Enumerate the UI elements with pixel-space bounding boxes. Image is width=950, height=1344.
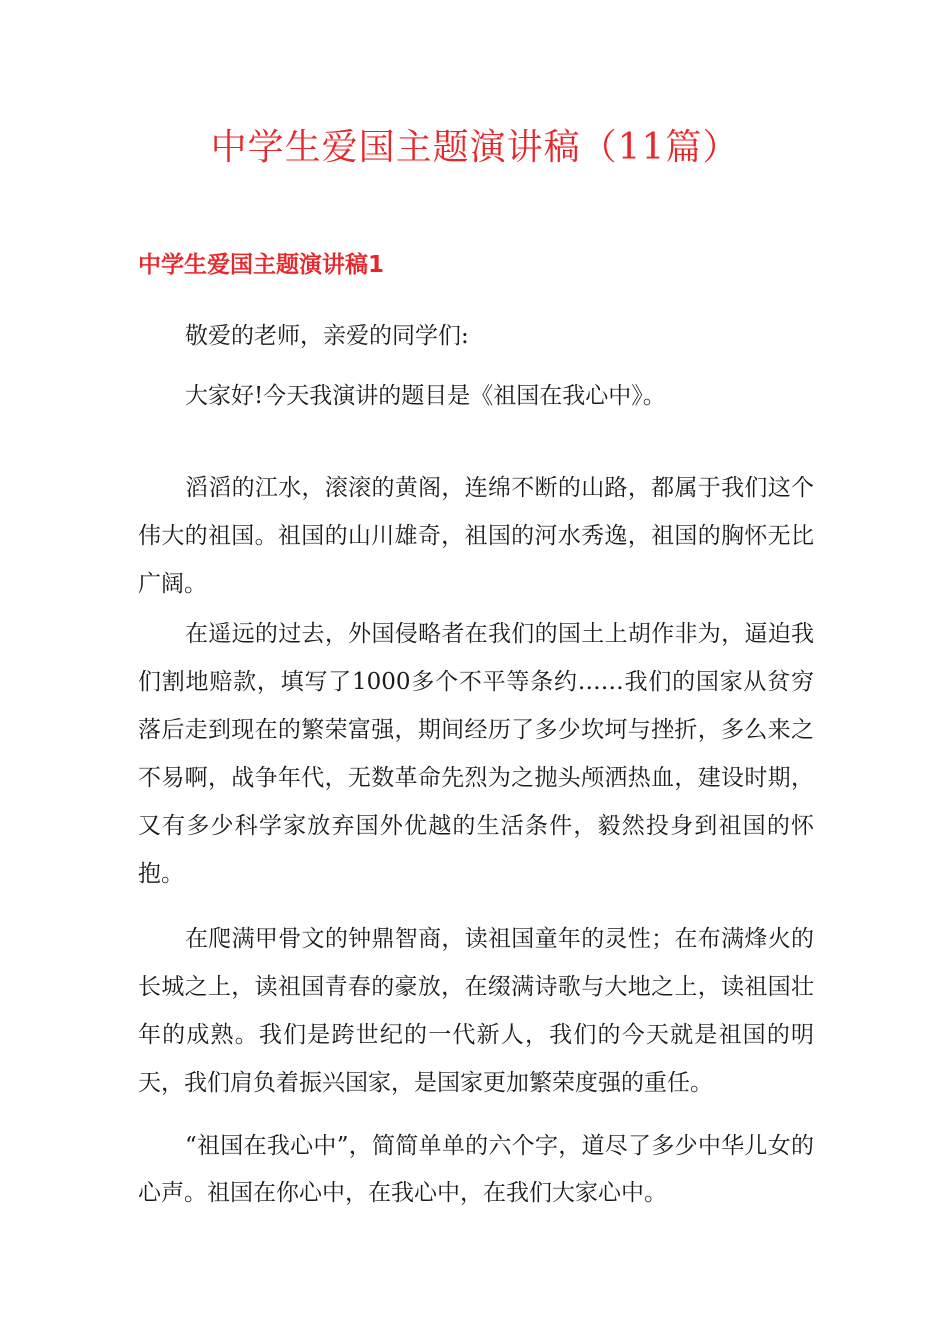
intro-paragraph: 大家好!今天我演讲的题目是《祖国在我心中》。 <box>185 383 666 409</box>
document-title: 中学生爱国主题演讲稿（11篇） <box>210 127 740 168</box>
body-paragraph: 在爬满甲骨文的钟鼎智商，读祖国童年的灵性；在布满烽火的长城之上，读祖国青春的豪放，在缀满诗歌与大地之上，读祖国壮年的成熟。我们是跨世纪的一代新人，我们的今天就是祖国的明天，我们肩负着振兴国家，是国家更加繁荣度强的重任。 <box>138 926 814 1096</box>
body-paragraph: 滔滔的江水，滚滚的黄阁，连绵不断的山路，都属于我们这个伟大的祖国。祖国的山川雄奇，祖国的河水秀逸，祖国的胸怀无比广阔。 <box>138 475 814 597</box>
body-paragraph: “祖国在我心中”，简简单单的六个字，道尽了多少中华儿女的心声。祖国在你心中，在我心中，在我们大家心中。 <box>138 1133 814 1206</box>
greeting-paragraph: 敬爱的老师，亲爱的同学们: <box>185 323 469 349</box>
section-heading: 中学生爱国主题演讲稿1 <box>138 252 385 278</box>
body-paragraph: 在遥远的过去，外国侵略者在我们的国土上胡作非为，逼迫我们割地赔款，填写了1000多个不平等条约……我们的国家从贫穷落后走到现在的繁荣富强，期间经历了多少坎坷与挫折，多么来之不易啊，战争年代，无数革命先烈为之抛头颅洒热血，建设时期，又有多少科学家放弃国外优越的生活条件，毅然投身到祖国的怀抱。 <box>138 621 814 887</box>
